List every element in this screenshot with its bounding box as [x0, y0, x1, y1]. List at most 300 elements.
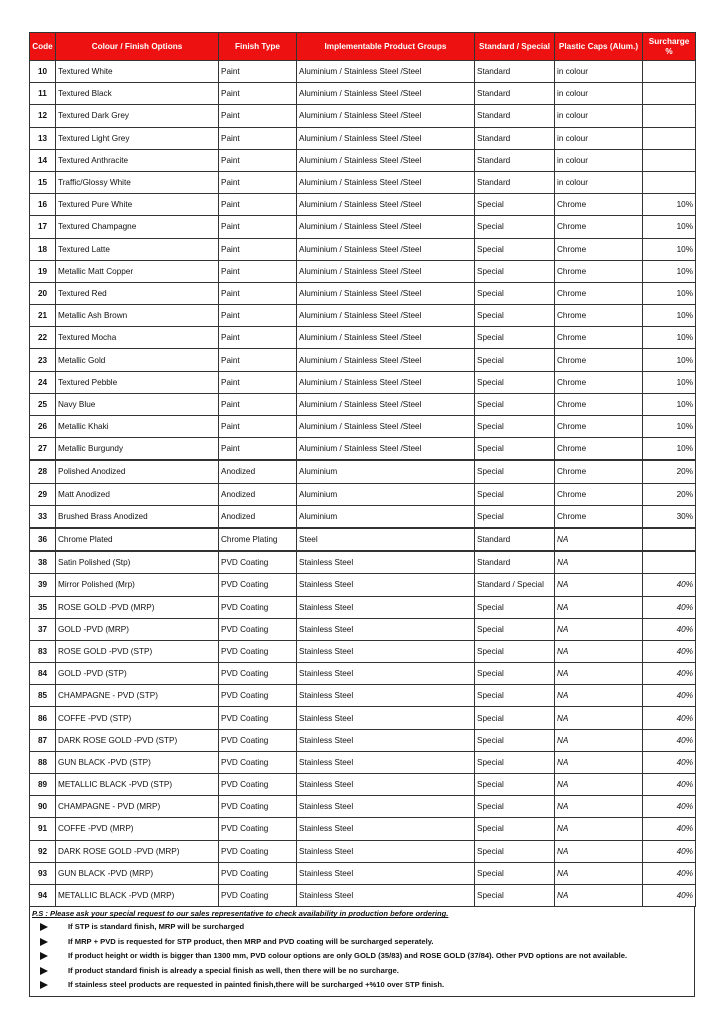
cell-colour: DARK ROSE GOLD -PVD (STP) — [56, 729, 219, 751]
cell-product-groups: Stainless Steel — [297, 862, 475, 884]
cell-plastic-caps: NA — [555, 596, 643, 618]
cell-colour: DARK ROSE GOLD -PVD (MRP) — [56, 840, 219, 862]
cell-surcharge: 10% — [643, 194, 696, 216]
cell-standard-special: Special — [475, 729, 555, 751]
cell-product-groups: Stainless Steel — [297, 774, 475, 796]
cell-standard-special: Special — [475, 371, 555, 393]
cell-plastic-caps: NA — [555, 663, 643, 685]
table-row — [30, 416, 696, 438]
header-finish-type: Finish Type — [219, 33, 297, 61]
cell-standard-special: Special — [475, 305, 555, 327]
cell-code: 35 — [30, 596, 56, 618]
cell-surcharge — [643, 171, 696, 193]
cell-finish-type: Paint — [219, 61, 297, 83]
cell-standard-special: Standard — [475, 149, 555, 171]
cell-code: 33 — [30, 505, 56, 528]
cell-finish-type: Paint — [219, 416, 297, 438]
cell-finish-type: Paint — [219, 171, 297, 193]
cell-product-groups: Aluminium / Stainless Steel /Steel — [297, 393, 475, 415]
finish-options-sheet — [29, 32, 695, 997]
cell-standard-special: Special — [475, 596, 555, 618]
cell-plastic-caps: NA — [555, 840, 643, 862]
table-row — [30, 551, 696, 574]
cell-standard-special: Special — [475, 618, 555, 640]
table-row — [30, 327, 696, 349]
table-row — [30, 438, 696, 461]
notes-section — [29, 907, 695, 997]
note-item — [30, 935, 694, 950]
table-row — [30, 483, 696, 505]
cell-colour: Metallic Ash Brown — [56, 305, 219, 327]
cell-finish-type: Paint — [219, 260, 297, 282]
cell-finish-type: PVD Coating — [219, 840, 297, 862]
cell-colour: ROSE GOLD -PVD (STP) — [56, 640, 219, 662]
cell-plastic-caps: NA — [555, 551, 643, 574]
header-plastic-caps: Plastic Caps (Alum.) — [555, 33, 643, 61]
cell-surcharge: 40% — [643, 729, 696, 751]
cell-plastic-caps: NA — [555, 729, 643, 751]
cell-finish-type: PVD Coating — [219, 862, 297, 884]
cell-standard-special: Special — [475, 483, 555, 505]
cell-surcharge: 40% — [643, 840, 696, 862]
cell-standard-special: Special — [475, 460, 555, 483]
cell-surcharge: 40% — [643, 774, 696, 796]
table-row — [30, 818, 696, 840]
cell-product-groups: Aluminium / Stainless Steel /Steel — [297, 105, 475, 127]
cell-standard-special: Special — [475, 663, 555, 685]
cell-colour: ROSE GOLD -PVD (MRP) — [56, 596, 219, 618]
cell-plastic-caps: NA — [555, 884, 643, 906]
cell-code: 27 — [30, 438, 56, 461]
cell-standard-special: Special — [475, 282, 555, 304]
cell-finish-type: Paint — [219, 83, 297, 105]
table-row — [30, 618, 696, 640]
cell-surcharge: 40% — [643, 618, 696, 640]
note-list — [30, 920, 694, 993]
cell-plastic-caps: Chrome — [555, 371, 643, 393]
cell-code: 86 — [30, 707, 56, 729]
cell-surcharge: 10% — [643, 238, 696, 260]
cell-product-groups: Aluminium / Stainless Steel /Steel — [297, 416, 475, 438]
cell-surcharge: 40% — [643, 796, 696, 818]
table-row — [30, 393, 696, 415]
cell-standard-special: Special — [475, 438, 555, 461]
cell-code: 39 — [30, 574, 56, 596]
cell-standard-special: Special — [475, 194, 555, 216]
cell-standard-special: Standard — [475, 105, 555, 127]
cell-code: 90 — [30, 796, 56, 818]
cell-code: 15 — [30, 171, 56, 193]
cell-surcharge: 40% — [643, 663, 696, 685]
cell-surcharge — [643, 149, 696, 171]
cell-colour: Traffic/Glossy White — [56, 171, 219, 193]
cell-colour: COFFE -PVD (MRP) — [56, 818, 219, 840]
table-row — [30, 460, 696, 483]
table-row — [30, 149, 696, 171]
cell-surcharge: 10% — [643, 260, 696, 282]
table-row — [30, 505, 696, 528]
cell-plastic-caps: in colour — [555, 149, 643, 171]
cell-colour: CHAMPAGNE - PVD (MRP) — [56, 796, 219, 818]
table-row — [30, 83, 696, 105]
header-colour: Colour / Finish Options — [56, 33, 219, 61]
cell-code: 10 — [30, 61, 56, 83]
table-row — [30, 371, 696, 393]
cell-surcharge: 10% — [643, 216, 696, 238]
cell-standard-special: Special — [475, 796, 555, 818]
cell-colour: Textured Pure White — [56, 194, 219, 216]
cell-plastic-caps: Chrome — [555, 393, 643, 415]
cell-plastic-caps: Chrome — [555, 483, 643, 505]
cell-standard-special: Special — [475, 884, 555, 906]
bullet-arrow-icon — [40, 967, 48, 975]
table-row — [30, 640, 696, 662]
cell-standard-special: Special — [475, 774, 555, 796]
cell-colour: METALLIC BLACK -PVD (STP) — [56, 774, 219, 796]
cell-finish-type: Paint — [219, 282, 297, 304]
cell-finish-type: PVD Coating — [219, 596, 297, 618]
cell-finish-type: PVD Coating — [219, 618, 297, 640]
cell-code: 11 — [30, 83, 56, 105]
cell-finish-type: PVD Coating — [219, 818, 297, 840]
cell-standard-special: Standard — [475, 528, 555, 551]
cell-plastic-caps: Chrome — [555, 416, 643, 438]
header-code: Code — [30, 33, 56, 61]
table-row — [30, 663, 696, 685]
cell-plastic-caps: Chrome — [555, 260, 643, 282]
cell-product-groups: Aluminium / Stainless Steel /Steel — [297, 305, 475, 327]
cell-finish-type: Paint — [219, 305, 297, 327]
cell-code: 88 — [30, 751, 56, 773]
cell-standard-special: Special — [475, 505, 555, 528]
cell-standard-special: Standard — [475, 551, 555, 574]
table-row — [30, 127, 696, 149]
table-row — [30, 61, 696, 83]
cell-plastic-caps: NA — [555, 818, 643, 840]
cell-colour: Brushed Brass Anodized — [56, 505, 219, 528]
cell-standard-special: Standard — [475, 83, 555, 105]
table-row — [30, 596, 696, 618]
cell-colour: Matt Anodized — [56, 483, 219, 505]
cell-standard-special: Special — [475, 840, 555, 862]
cell-plastic-caps: NA — [555, 796, 643, 818]
cell-code: 29 — [30, 483, 56, 505]
cell-product-groups: Aluminium — [297, 460, 475, 483]
cell-finish-type: Paint — [219, 127, 297, 149]
cell-standard-special: Special — [475, 260, 555, 282]
cell-finish-type: Paint — [219, 371, 297, 393]
table-row — [30, 238, 696, 260]
cell-surcharge — [643, 83, 696, 105]
cell-product-groups: Stainless Steel — [297, 663, 475, 685]
cell-product-groups: Aluminium / Stainless Steel /Steel — [297, 61, 475, 83]
cell-surcharge: 10% — [643, 327, 696, 349]
table-row — [30, 729, 696, 751]
cell-plastic-caps: in colour — [555, 127, 643, 149]
cell-plastic-caps: NA — [555, 751, 643, 773]
cell-product-groups: Stainless Steel — [297, 796, 475, 818]
header-product-groups: Implementable Product Groups — [297, 33, 475, 61]
cell-colour: Textured Latte — [56, 238, 219, 260]
cell-surcharge: 10% — [643, 393, 696, 415]
cell-surcharge: 10% — [643, 371, 696, 393]
cell-colour: Textured Red — [56, 282, 219, 304]
note-text: If STP is standard finish, MRP will be surcharged — [68, 922, 245, 932]
table-row — [30, 840, 696, 862]
cell-finish-type: Chrome Plating — [219, 528, 297, 551]
cell-product-groups: Aluminium / Stainless Steel /Steel — [297, 260, 475, 282]
cell-standard-special: Special — [475, 327, 555, 349]
cell-product-groups: Aluminium — [297, 505, 475, 528]
cell-finish-type: PVD Coating — [219, 640, 297, 662]
cell-finish-type: Paint — [219, 349, 297, 371]
cell-finish-type: PVD Coating — [219, 729, 297, 751]
cell-product-groups: Stainless Steel — [297, 618, 475, 640]
table-row — [30, 305, 696, 327]
cell-product-groups: Stainless Steel — [297, 729, 475, 751]
cell-code: 17 — [30, 216, 56, 238]
cell-plastic-caps: Chrome — [555, 327, 643, 349]
cell-finish-type: PVD Coating — [219, 574, 297, 596]
cell-code: 92 — [30, 840, 56, 862]
cell-code: 12 — [30, 105, 56, 127]
cell-product-groups: Steel — [297, 528, 475, 551]
cell-surcharge: 10% — [643, 282, 696, 304]
cell-colour: GUN BLACK -PVD (MRP) — [56, 862, 219, 884]
cell-standard-special: Standard — [475, 61, 555, 83]
cell-standard-special: Special — [475, 818, 555, 840]
table-row — [30, 751, 696, 773]
cell-finish-type: Anodized — [219, 483, 297, 505]
cell-plastic-caps: NA — [555, 707, 643, 729]
cell-plastic-caps: Chrome — [555, 460, 643, 483]
cell-surcharge — [643, 528, 696, 551]
cell-colour: Textured Champagne — [56, 216, 219, 238]
cell-colour: Metallic Gold — [56, 349, 219, 371]
cell-plastic-caps: NA — [555, 774, 643, 796]
cell-code: 23 — [30, 349, 56, 371]
table-body — [30, 61, 696, 907]
cell-colour: Textured Mocha — [56, 327, 219, 349]
cell-colour: Textured Anthracite — [56, 149, 219, 171]
cell-code: 84 — [30, 663, 56, 685]
cell-code: 16 — [30, 194, 56, 216]
cell-surcharge — [643, 551, 696, 574]
cell-product-groups: Stainless Steel — [297, 818, 475, 840]
cell-code: 38 — [30, 551, 56, 574]
cell-product-groups: Stainless Steel — [297, 640, 475, 662]
cell-code: 13 — [30, 127, 56, 149]
cell-finish-type: PVD Coating — [219, 663, 297, 685]
cell-finish-type: Paint — [219, 238, 297, 260]
cell-product-groups: Aluminium / Stainless Steel /Steel — [297, 238, 475, 260]
cell-standard-special: Special — [475, 640, 555, 662]
cell-standard-special: Standard — [475, 171, 555, 193]
cell-product-groups: Aluminium / Stainless Steel /Steel — [297, 83, 475, 105]
cell-code: 91 — [30, 818, 56, 840]
cell-surcharge: 10% — [643, 416, 696, 438]
cell-standard-special: Standard — [475, 127, 555, 149]
cell-product-groups: Aluminium / Stainless Steel /Steel — [297, 282, 475, 304]
cell-plastic-caps: Chrome — [555, 194, 643, 216]
cell-plastic-caps: NA — [555, 862, 643, 884]
cell-product-groups: Stainless Steel — [297, 574, 475, 596]
cell-code: 25 — [30, 393, 56, 415]
cell-product-groups: Aluminium / Stainless Steel /Steel — [297, 327, 475, 349]
cell-code: 85 — [30, 685, 56, 707]
cell-finish-type: Anodized — [219, 460, 297, 483]
cell-product-groups: Stainless Steel — [297, 685, 475, 707]
cell-colour: Textured White — [56, 61, 219, 83]
table-row — [30, 349, 696, 371]
cell-standard-special: Special — [475, 707, 555, 729]
cell-code: 20 — [30, 282, 56, 304]
cell-finish-type: PVD Coating — [219, 551, 297, 574]
cell-surcharge: 40% — [643, 596, 696, 618]
cell-standard-special: Special — [475, 238, 555, 260]
cell-plastic-caps: in colour — [555, 171, 643, 193]
cell-colour: Textured Pebble — [56, 371, 219, 393]
table-row — [30, 282, 696, 304]
cell-surcharge: 40% — [643, 685, 696, 707]
bullet-arrow-icon — [40, 981, 48, 989]
cell-product-groups: Stainless Steel — [297, 551, 475, 574]
table-row — [30, 260, 696, 282]
note-text: If stainless steel products are requested in painted finish,there will be surcharged +%10 over STP finish. — [68, 980, 445, 990]
cell-standard-special: Standard / Special — [475, 574, 555, 596]
cell-finish-type: Paint — [219, 149, 297, 171]
cell-plastic-caps: Chrome — [555, 238, 643, 260]
cell-standard-special: Special — [475, 416, 555, 438]
table-row — [30, 171, 696, 193]
cell-plastic-caps: Chrome — [555, 505, 643, 528]
cell-colour: Satin Polished (Stp) — [56, 551, 219, 574]
table-row — [30, 194, 696, 216]
cell-finish-type: Paint — [219, 393, 297, 415]
bullet-arrow-icon — [40, 923, 48, 931]
cell-plastic-caps: NA — [555, 640, 643, 662]
cell-finish-type: Paint — [219, 327, 297, 349]
cell-code: 28 — [30, 460, 56, 483]
cell-product-groups: Aluminium / Stainless Steel /Steel — [297, 216, 475, 238]
cell-plastic-caps: NA — [555, 574, 643, 596]
cell-plastic-caps: NA — [555, 685, 643, 707]
table-header-row — [30, 33, 696, 61]
note-item — [30, 949, 694, 964]
cell-finish-type: PVD Coating — [219, 707, 297, 729]
cell-colour: Metallic Khaki — [56, 416, 219, 438]
cell-plastic-caps: Chrome — [555, 438, 643, 461]
cell-finish-type: PVD Coating — [219, 774, 297, 796]
note-item — [30, 978, 694, 993]
cell-product-groups: Aluminium / Stainless Steel /Steel — [297, 127, 475, 149]
cell-product-groups: Stainless Steel — [297, 884, 475, 906]
table-row — [30, 528, 696, 551]
cell-colour: Metallic Matt Copper — [56, 260, 219, 282]
cell-code: 87 — [30, 729, 56, 751]
cell-plastic-caps: NA — [555, 618, 643, 640]
cell-surcharge — [643, 105, 696, 127]
cell-surcharge: 10% — [643, 438, 696, 461]
cell-colour: CHAMPAGNE - PVD (STP) — [56, 685, 219, 707]
cell-finish-type: PVD Coating — [219, 751, 297, 773]
cell-colour: METALLIC BLACK -PVD (MRP) — [56, 884, 219, 906]
cell-product-groups: Aluminium — [297, 483, 475, 505]
cell-plastic-caps: Chrome — [555, 305, 643, 327]
table-row — [30, 574, 696, 596]
table-row — [30, 105, 696, 127]
finish-options-table — [29, 32, 696, 907]
cell-standard-special: Special — [475, 216, 555, 238]
cell-colour: COFFE -PVD (STP) — [56, 707, 219, 729]
cell-code: 37 — [30, 618, 56, 640]
cell-product-groups: Aluminium / Stainless Steel /Steel — [297, 171, 475, 193]
cell-product-groups: Aluminium / Stainless Steel /Steel — [297, 438, 475, 461]
table-row — [30, 707, 696, 729]
cell-plastic-caps: Chrome — [555, 282, 643, 304]
cell-surcharge: 40% — [643, 574, 696, 596]
cell-finish-type: Paint — [219, 105, 297, 127]
cell-colour: GOLD -PVD (MRP) — [56, 618, 219, 640]
cell-product-groups: Stainless Steel — [297, 596, 475, 618]
cell-plastic-caps: Chrome — [555, 216, 643, 238]
table-row — [30, 862, 696, 884]
cell-product-groups: Aluminium / Stainless Steel /Steel — [297, 149, 475, 171]
cell-standard-special: Special — [475, 685, 555, 707]
cell-colour: Polished Anodized — [56, 460, 219, 483]
cell-finish-type: PVD Coating — [219, 796, 297, 818]
cell-surcharge: 40% — [643, 751, 696, 773]
cell-colour: Navy Blue — [56, 393, 219, 415]
cell-code: 89 — [30, 774, 56, 796]
header-standard-special: Standard / Special — [475, 33, 555, 61]
cell-plastic-caps: in colour — [555, 105, 643, 127]
bullet-arrow-icon — [40, 938, 48, 946]
table-row — [30, 685, 696, 707]
cell-code: 93 — [30, 862, 56, 884]
cell-product-groups: Aluminium / Stainless Steel /Steel — [297, 194, 475, 216]
table-row — [30, 216, 696, 238]
cell-standard-special: Special — [475, 393, 555, 415]
cell-code: 21 — [30, 305, 56, 327]
note-text: If product standard finish is already a special finish as well, then there will be no surcharge. — [68, 965, 399, 975]
bullet-arrow-icon — [40, 952, 48, 960]
cell-colour: Mirror Polished (Mrp) — [56, 574, 219, 596]
cell-product-groups: Stainless Steel — [297, 751, 475, 773]
header-surcharge: Surcharge % — [643, 33, 696, 61]
cell-finish-type: Anodized — [219, 505, 297, 528]
note-item — [30, 920, 694, 935]
cell-surcharge: 10% — [643, 305, 696, 327]
cell-product-groups: Aluminium / Stainless Steel /Steel — [297, 371, 475, 393]
cell-code: 26 — [30, 416, 56, 438]
cell-finish-type: PVD Coating — [219, 685, 297, 707]
cell-finish-type: Paint — [219, 438, 297, 461]
cell-surcharge — [643, 127, 696, 149]
cell-surcharge: 20% — [643, 483, 696, 505]
cell-plastic-caps: Chrome — [555, 349, 643, 371]
cell-code: 94 — [30, 884, 56, 906]
cell-finish-type: Paint — [219, 194, 297, 216]
cell-plastic-caps: in colour — [555, 61, 643, 83]
cell-plastic-caps: in colour — [555, 83, 643, 105]
note-text: If MRP + PVD is requested for STP product, then MRP and PVD coating will be surcharged seperately. — [68, 936, 434, 946]
cell-code: 24 — [30, 371, 56, 393]
cell-product-groups: Aluminium / Stainless Steel /Steel — [297, 349, 475, 371]
ps-note: P.S : Please ask your special request to our sales representative to check availability in production before ordering. — [32, 909, 449, 919]
cell-colour: Textured Black — [56, 83, 219, 105]
cell-colour: GOLD -PVD (STP) — [56, 663, 219, 685]
